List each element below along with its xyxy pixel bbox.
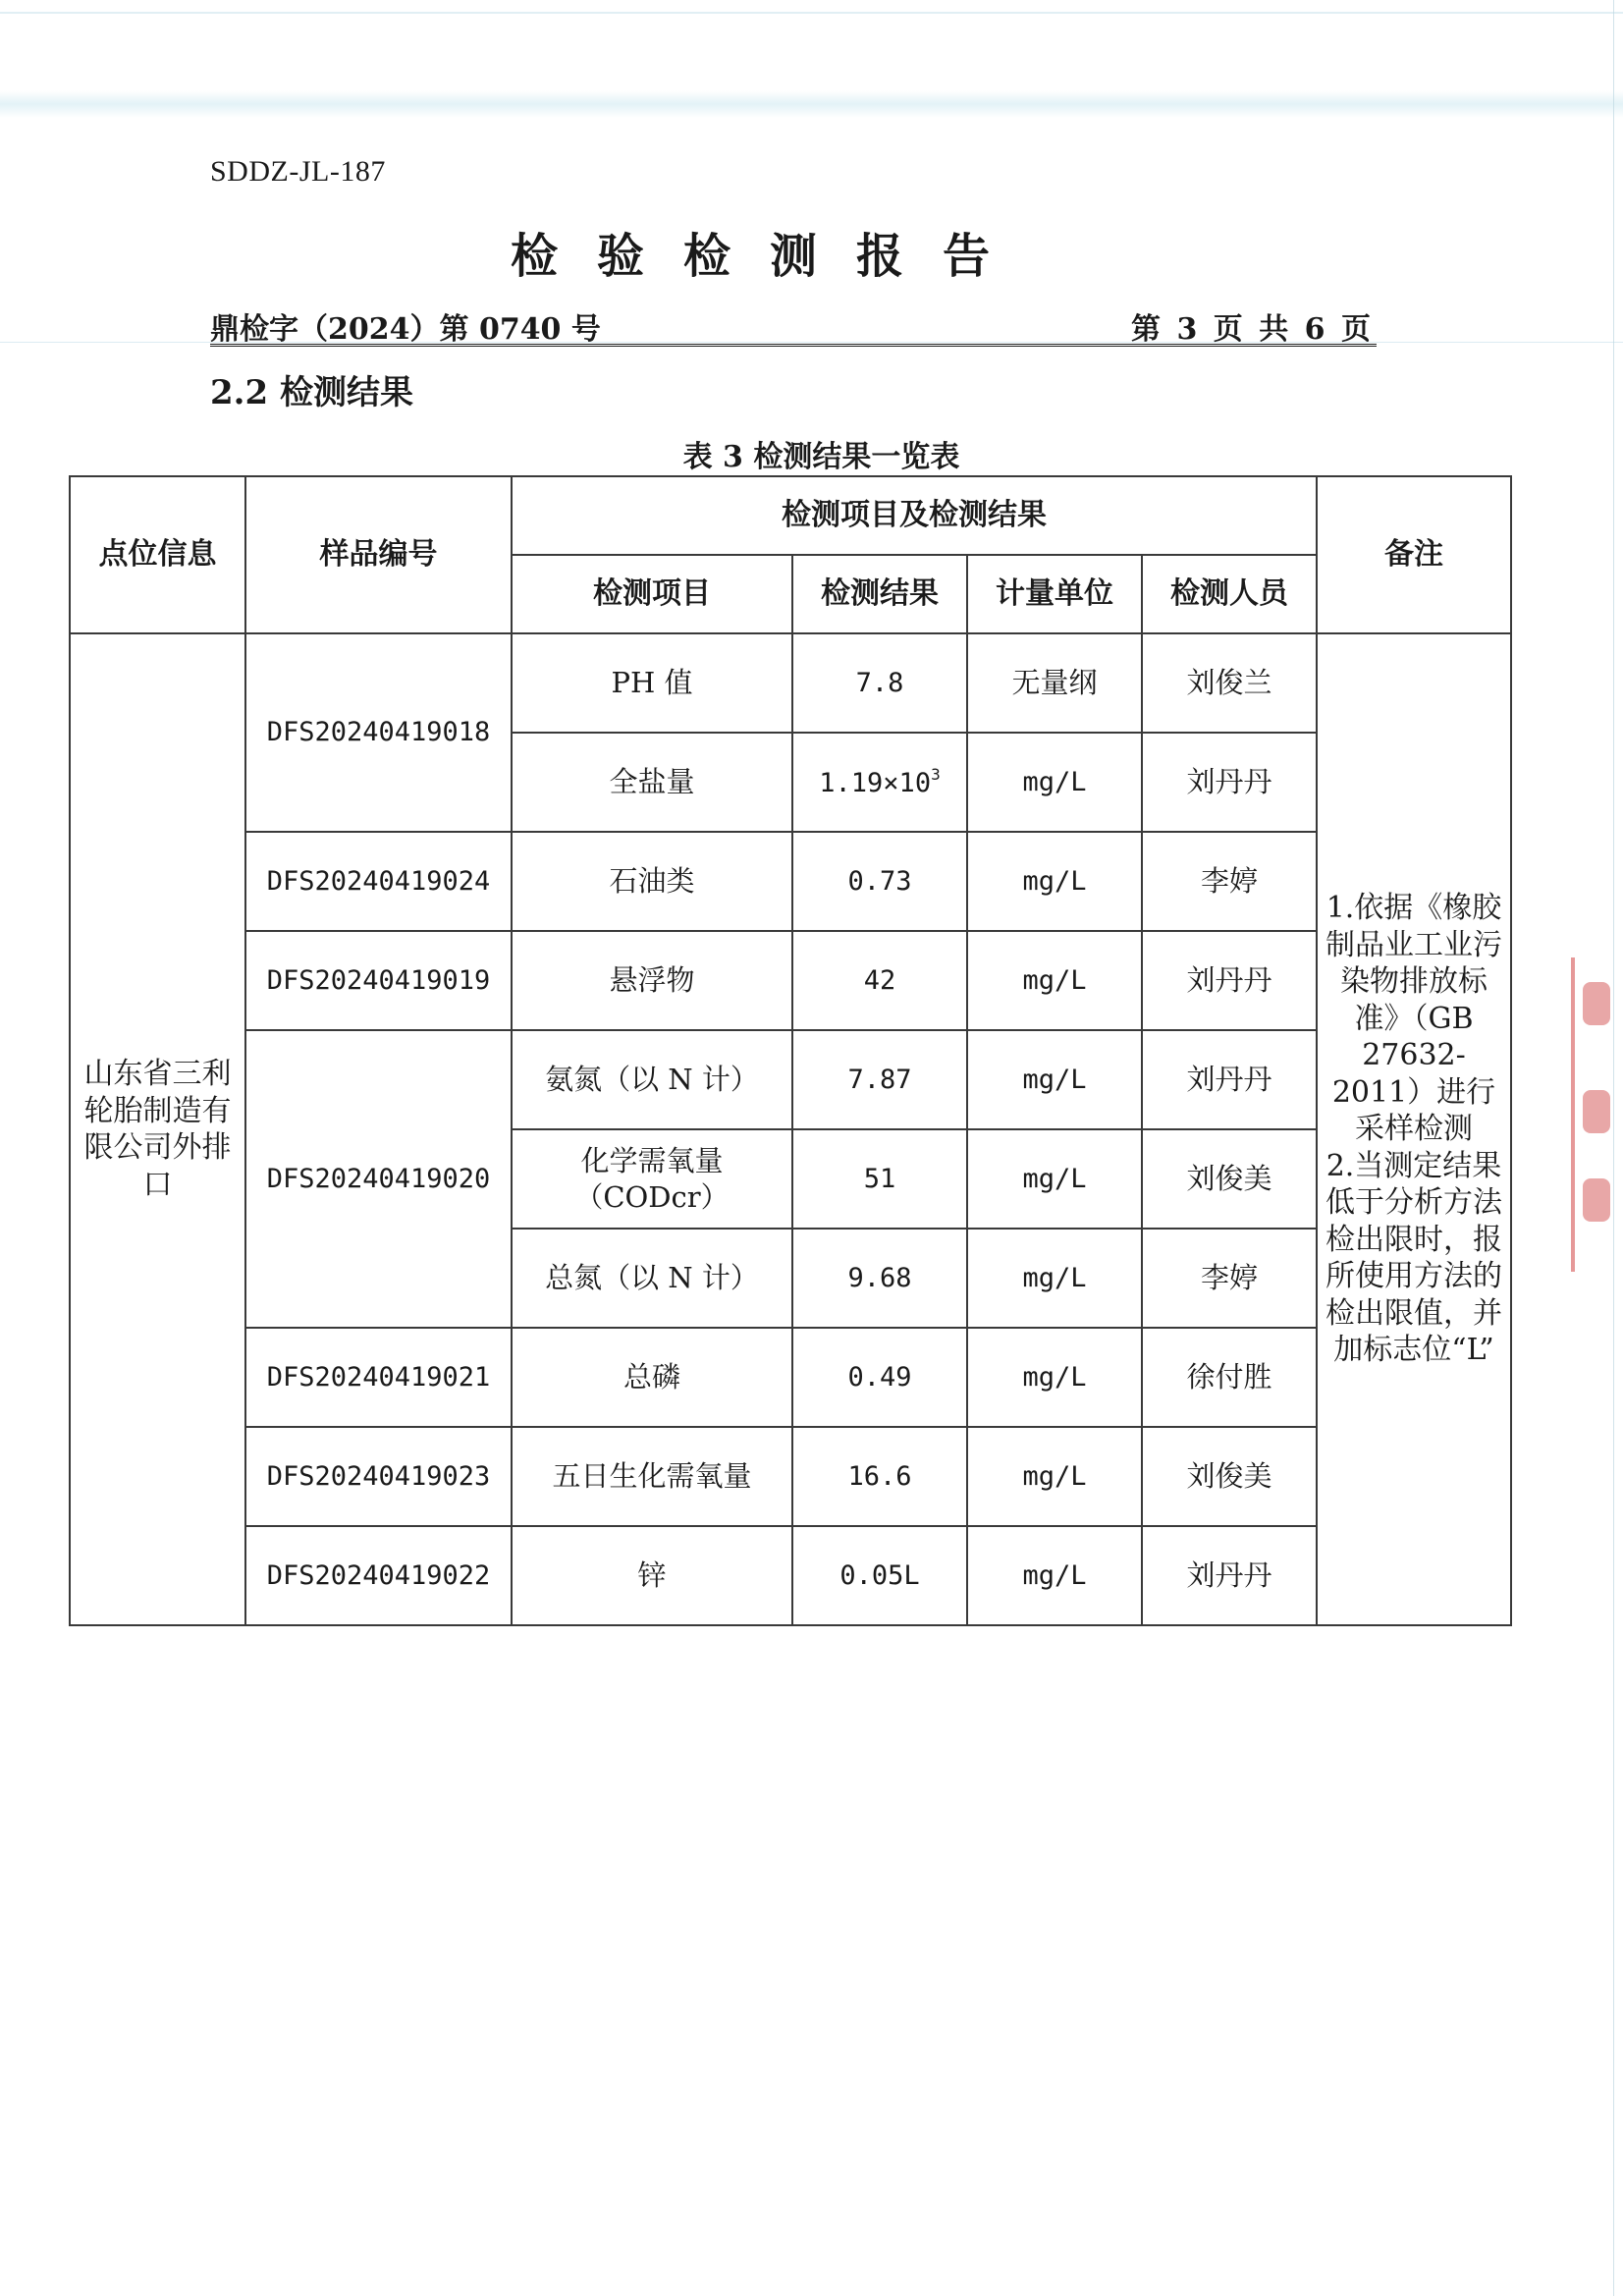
header-remarks: 备注: [1317, 476, 1511, 633]
sample-cell: DFS20240419018: [245, 633, 512, 832]
item-cell: 氨氮（以 N 计）: [512, 1030, 792, 1129]
header-unit: 计量单位: [967, 555, 1142, 633]
table-row: [70, 1030, 1511, 1129]
sample-cell: DFS20240419024: [245, 832, 512, 931]
section-heading: 2.2 检测结果: [210, 373, 413, 412]
sample-cell: DFS20240419019: [245, 931, 512, 1030]
tester-cell: 刘丹丹: [1142, 1030, 1317, 1129]
remarks-text: 1.依据《橡胶制品业工业污染物排放标准》（GB 27632-2011）进行采样检测 2.当测定结果低于分析方法检出限时，报所使用方法的检出限值，并加标志位“L”: [1325, 891, 1502, 1368]
location-cell: 山东省三利轮胎制造有限公司外排口: [70, 633, 245, 1625]
unit-cell: mg/L: [967, 1526, 1142, 1625]
table-row: [70, 1328, 1511, 1427]
table-row: [70, 931, 1511, 1030]
item-cell: 总氮（以 N 计）: [512, 1229, 792, 1328]
seal-stamp-mark: [1583, 1090, 1610, 1133]
tester-cell: 李婷: [1142, 1229, 1317, 1328]
tester-cell: 刘俊美: [1142, 1427, 1317, 1526]
item-cell: 总磷: [512, 1328, 792, 1427]
header-group: 检测项目及检测结果: [512, 476, 1317, 555]
result-cell: 7.8: [792, 633, 967, 733]
item-cell: 锌: [512, 1526, 792, 1625]
page-info: 第 3 页 共 6 页: [1131, 312, 1371, 347]
result-cell: 9.68: [792, 1229, 967, 1328]
result-cell: 7.87: [792, 1030, 967, 1129]
results-table: [69, 475, 1512, 1626]
sample-cell: DFS20240419022: [245, 1526, 512, 1625]
item-cell: 悬浮物: [512, 931, 792, 1030]
result-cell: 0.49: [792, 1328, 967, 1427]
result-base: 1.19×10: [819, 767, 932, 798]
unit-cell: mg/L: [967, 1229, 1142, 1328]
scan-artifact-band: [0, 90, 1623, 118]
result-cell: 42: [792, 931, 967, 1030]
result-exponent: 3: [931, 764, 941, 784]
remarks-cell: [1317, 633, 1511, 1625]
report-title: 检验检测报告: [511, 229, 1030, 284]
table-header-row: [70, 476, 1511, 555]
seal-stamp-mark: [1583, 982, 1610, 1025]
unit-cell: mg/L: [967, 1427, 1142, 1526]
tester-cell: 徐付胜: [1142, 1328, 1317, 1427]
item-cell: PH 值: [512, 633, 792, 733]
sample-cell: DFS20240419021: [245, 1328, 512, 1427]
header-result: 检测结果: [792, 555, 967, 633]
table-row: [70, 832, 1511, 931]
item-cell: 化学需氧量（CODcr）: [512, 1129, 792, 1229]
header-item: 检测项目: [512, 555, 792, 633]
tester-cell: 刘丹丹: [1142, 931, 1317, 1030]
result-cell: 51: [792, 1129, 967, 1229]
unit-cell: mg/L: [967, 1328, 1142, 1427]
tester-cell: 李婷: [1142, 832, 1317, 931]
table-caption: 表 3 检测结果一览表: [682, 440, 960, 474]
unit-cell: mg/L: [967, 832, 1142, 931]
unit-cell: mg/L: [967, 733, 1142, 832]
unit-cell: mg/L: [967, 1129, 1142, 1229]
tester-cell: 刘丹丹: [1142, 1526, 1317, 1625]
table-row: [70, 1526, 1511, 1625]
table-row: [70, 633, 1511, 733]
result-cell: 0.73: [792, 832, 967, 931]
seal-stamp-mark: [1583, 1178, 1610, 1222]
result-cell: 16.6: [792, 1427, 967, 1526]
document-code: SDDZ-JL-187: [210, 155, 386, 188]
header-location: 点位信息: [70, 476, 245, 633]
table-row: [70, 1427, 1511, 1526]
header-sample-no: 样品编号: [245, 476, 512, 633]
unit-cell: mg/L: [967, 931, 1142, 1030]
header-tester: 检测人员: [1142, 555, 1317, 633]
unit-cell: 无量纲: [967, 633, 1142, 733]
item-cell: 全盐量: [512, 733, 792, 832]
sample-cell: DFS20240419023: [245, 1427, 512, 1526]
tester-cell: 刘俊美: [1142, 1129, 1317, 1229]
report-header-bar: [210, 301, 1377, 347]
unit-cell: mg/L: [967, 1030, 1142, 1129]
scan-artifact-top: [0, 12, 1623, 14]
item-cell: 石油类: [512, 832, 792, 931]
tester-cell: 刘俊兰: [1142, 633, 1317, 733]
tester-cell: 刘丹丹: [1142, 733, 1317, 832]
item-cell: 五日生化需氧量: [512, 1427, 792, 1526]
result-cell: 0.05L: [792, 1526, 967, 1625]
report-number: 鼎检字（2024）第 0740 号: [210, 312, 601, 347]
result-cell: [792, 733, 967, 832]
sample-cell: DFS20240419020: [245, 1030, 512, 1328]
